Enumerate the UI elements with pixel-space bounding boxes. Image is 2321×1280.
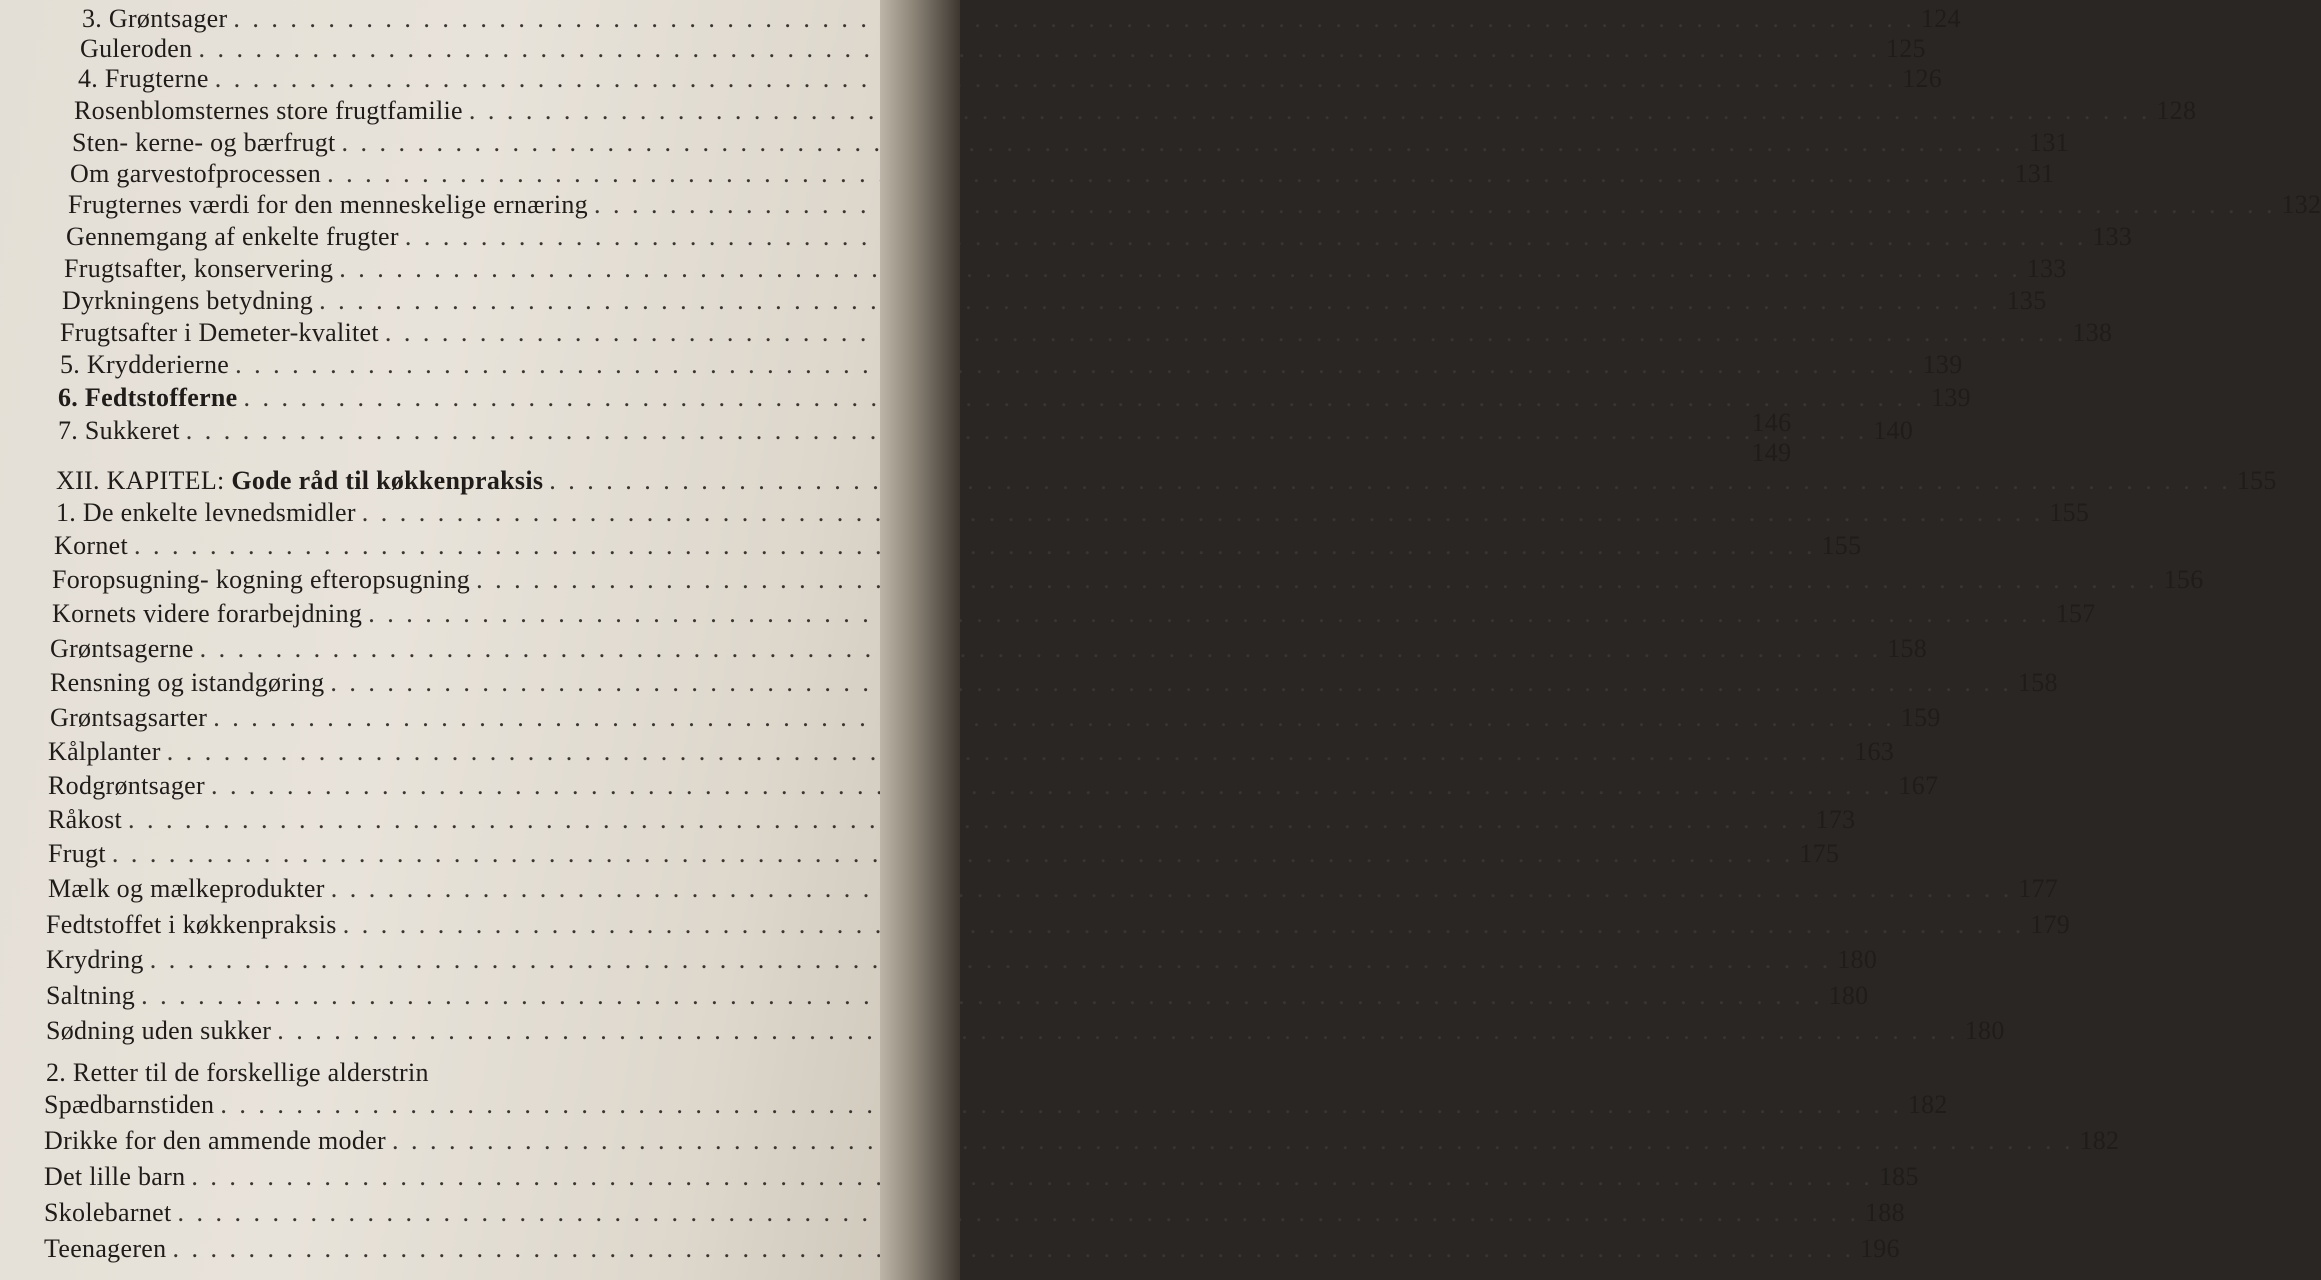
toc-entry-page: 124 [1920, 4, 1961, 33]
toc-entry-page: 196 [1859, 1234, 1900, 1263]
dot-leader [405, 220, 2087, 254]
toc-entry [48, 872, 2059, 906]
dot-leader [385, 316, 2067, 350]
toc-entry-page: 125 [1885, 34, 1926, 63]
toc-entry-title: Sten- kerne- og bærfrugt [72, 128, 336, 157]
toc-entry-page: 179 [2030, 910, 2071, 939]
dot-leader [172, 1232, 1854, 1266]
dot-leader [213, 701, 1895, 735]
dot-leader [392, 1124, 2074, 1158]
toc-entry-title: Frugt [48, 839, 106, 868]
toc-entry-title: Kornets videre forarbejdning [52, 599, 363, 628]
toc-entry-page: 180 [1964, 1016, 2005, 1045]
dot-leader [469, 94, 2151, 128]
toc-entry-page: 139 [1922, 350, 1963, 379]
toc-entry-page: 185 [1878, 1162, 1919, 1191]
toc-entry-title: Dyrkningens betydning [62, 286, 314, 315]
toc-entry-page: 131 [2029, 128, 2069, 157]
toc-entry-title: 4. Frugterne [78, 64, 209, 93]
toc-entry-title: Fedtstoffet i køkkenpraksis [46, 910, 337, 939]
toc-entry [44, 1124, 2120, 1158]
toc-entry-title: Råkost [48, 805, 123, 834]
dot-leader [331, 872, 2013, 906]
dot-leader [167, 735, 1849, 769]
toc-entry [52, 597, 2096, 631]
toc-entry-page: 135 [2006, 286, 2047, 315]
dot-leader [235, 348, 1917, 382]
toc-entry-title: 2. Retter til de forskellige alderstrin [46, 1058, 429, 1087]
toc-entry [48, 735, 1895, 769]
toc-entry-page: 155 [2236, 466, 2277, 495]
toc-entry [62, 284, 2047, 318]
toc-entry-title: Rodgrøntsager [48, 771, 205, 800]
toc-entry [46, 943, 1878, 977]
toc-entry [60, 316, 2113, 350]
toc-entry [50, 666, 2058, 700]
toc-entry-title: Frugtsafter i Demeter-kvalitet [60, 318, 379, 347]
toc-entry-page: 139 [1931, 383, 1971, 412]
toc-entry-title: 3. Grøntsager [82, 4, 228, 33]
toc-entry-page: 149 [1751, 438, 1792, 467]
dot-leader [191, 1160, 1873, 1194]
toc-entry-page: 126 [1902, 64, 1943, 93]
toc-entry-page: 155 [2049, 498, 2090, 527]
dot-leader [327, 157, 2009, 191]
toc-entry [52, 563, 2204, 597]
toc-entry-title: Grøntsagsarter [50, 703, 208, 732]
toc-entry-page: 173 [1815, 805, 1856, 834]
toc-entry-page: 182 [1907, 1090, 1948, 1119]
toc-entry-title: Guleroden [80, 34, 193, 63]
toc-entry-title: 6. Fedtstofferne [58, 383, 238, 412]
toc-entry-title: Det lille barn [44, 1162, 186, 1191]
toc-entry-title: Om garvestofprocessen [70, 159, 322, 188]
toc-entry [48, 837, 1840, 871]
dot-leader [342, 126, 2024, 160]
toc-entry-page: 157 [2055, 599, 2096, 628]
toc-entry [80, 32, 1926, 66]
toc-entry-page: 163 [1854, 737, 1895, 766]
toc-entry-page: 159 [1900, 703, 1941, 732]
dot-leader [211, 769, 1893, 803]
toc-entry [44, 1160, 1919, 1194]
toc-entry-page: 133 [2092, 222, 2133, 251]
toc-entry [54, 529, 1862, 563]
toc-entry [44, 1232, 1900, 1266]
dot-leader [368, 597, 2050, 631]
toc-entry-title: 1. De enkelte levnedsmidler [56, 498, 356, 527]
toc-entry-title: Grøntsagerne [50, 634, 194, 663]
chapter-title: Gode råd til køkkenpraksis [231, 466, 544, 495]
toc-entry-title: Rensning og istandgøring [50, 668, 325, 697]
toc-entry [78, 62, 1943, 96]
toc-entry-page: 133 [2026, 254, 2067, 283]
toc-entry [46, 1014, 2005, 1048]
toc-entry [66, 220, 2133, 254]
toc-entry-title: Gennemgang af enkelte frugter [66, 222, 399, 251]
dot-leader [128, 803, 1810, 837]
toc-entry-page: 175 [1799, 839, 1840, 868]
toc-entry-title: Mælk og mælkeprodukter [48, 874, 325, 903]
toc-entry-title: Skolebarnet [44, 1198, 172, 1227]
toc-entry-page: 155 [1821, 531, 1862, 560]
chapter-number: XII. KAPITEL: [56, 466, 232, 495]
toc-entry-page: 182 [2079, 1126, 2120, 1155]
toc-entry-page: 188 [1865, 1198, 1905, 1227]
toc-entry [48, 803, 1856, 837]
toc-entry [68, 188, 2321, 222]
book-page-edge [880, 0, 960, 1280]
dot-leader [277, 1014, 1959, 1048]
toc-entry [44, 1196, 1905, 1230]
toc-entry-page: 158 [2017, 668, 2058, 697]
dot-leader [198, 32, 1880, 66]
dot-leader [141, 979, 1823, 1013]
toc-entry [46, 979, 1869, 1013]
toc-entry [56, 496, 2090, 530]
toc-entry-title: Kornet [54, 531, 128, 560]
toc-entry [60, 348, 1963, 382]
dot-leader [362, 496, 2044, 530]
dot-leader [233, 2, 1915, 36]
toc-entry [82, 2, 1961, 36]
dot-leader [200, 632, 1882, 666]
dot-leader [549, 464, 2231, 498]
toc-entry [50, 632, 1928, 666]
toc-entry-page: 132 [2281, 190, 2321, 219]
toc-entry [46, 908, 2071, 942]
toc-entry-page: 158 [1887, 634, 1928, 663]
toc-entry [64, 252, 2067, 286]
toc-entry-title: Saltning [46, 981, 136, 1010]
toc-entry-title: Foropsugning- kogning efteropsugning [52, 565, 471, 594]
toc-section-heading [46, 1056, 898, 1090]
toc-entry-page: 138 [2072, 318, 2113, 347]
dot-leader [134, 529, 1816, 563]
toc-entry-page: 146 [1751, 408, 1792, 437]
toc-entry [58, 406, 1792, 440]
toc-entry-title: Kålplanter [48, 737, 161, 766]
dot-leader [178, 1196, 1860, 1230]
dot-leader [150, 943, 1832, 977]
toc-entry-title: 5. Krydderierne [60, 350, 230, 379]
dot-leader [215, 62, 1897, 96]
toc-entry-page: 177 [2018, 874, 2059, 903]
chapter-heading [56, 464, 2277, 498]
toc-entry [70, 157, 2055, 191]
dot-leader [220, 1088, 1902, 1122]
toc-entry-title: Sødning uden sukker [46, 1016, 272, 1045]
toc-entry-page: 140 [1873, 416, 1914, 445]
toc-entry [44, 1088, 1948, 1122]
toc-entry-page: 180 [1837, 945, 1878, 974]
dot-leader [343, 908, 2025, 942]
dot-leader [319, 284, 2001, 318]
toc-entry-title: Krydring [46, 945, 144, 974]
toc-entry-page: 128 [2156, 96, 2197, 125]
toc-entry [48, 769, 1939, 803]
dot-leader [330, 666, 2012, 700]
toc-entry-title: Drikke for den ammende moder [44, 1126, 386, 1155]
dot-leader [594, 188, 2276, 222]
toc-entry [72, 126, 2069, 160]
toc-entry-page: 167 [1898, 771, 1939, 800]
dot-leader [476, 563, 2158, 597]
toc-entry-page: 156 [2163, 565, 2204, 594]
toc-entry [50, 701, 1941, 735]
toc-entry-title: 7. Sukkeret [58, 416, 180, 445]
toc-entry-title: Rosenblomsternes store frugtfamilie [74, 96, 463, 125]
toc-entry-title: Frugtsafter, konservering [64, 254, 334, 283]
toc-entry [74, 94, 2197, 128]
dot-leader [339, 252, 2021, 286]
toc-entry-title: Spædbarnstiden [44, 1090, 215, 1119]
toc-entry-page: 180 [1828, 981, 1869, 1010]
toc-entry-title: Teenageren [44, 1234, 167, 1263]
toc-entry-title: Frugternes værdi for den menneskelige ernæring [68, 190, 588, 219]
toc-entry-page: 131 [2014, 159, 2055, 188]
